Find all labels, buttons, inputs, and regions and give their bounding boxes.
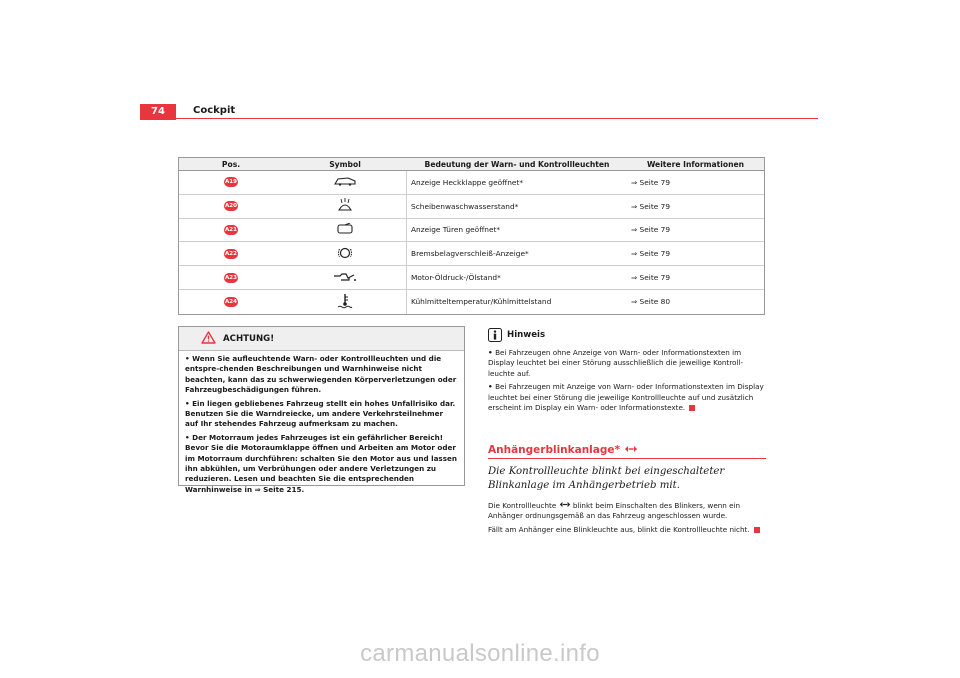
- washer-fluid-icon: [337, 198, 353, 214]
- table-row: [179, 171, 764, 195]
- position-badge: A21: [225, 226, 237, 233]
- meaning-text: Motor-Öldruck-/Ölstand*: [411, 273, 501, 283]
- watermark: carmanualsonline.info: [360, 640, 600, 667]
- warning-item: • Der Motorraum jedes Fahrzeuges ist ein gefährlicher Bereich! Bevor Sie die Motoraumklappe öffnen und Arbeiten am Motor oder im Motorraum durchführen: schalten Sie den Motor aus und lassen ihn abkühlen, um Verbrühungen oder andere Verletzungen zu reduzieren. Lesen und beachten Sie die entsprechenden Warnhinweise in ⇒ Seite 215.: [185, 432, 457, 494]
- section-body: [488, 501, 768, 538]
- meaning-text: Kühlmitteltemperatur/Kühlmittelstand: [411, 297, 552, 307]
- warning-triangle-icon: [201, 331, 223, 347]
- body-paragraph: Fällt am Anhänger eine Blinkleuchte aus, blinkt die Kontrollleuchte nicht.: [488, 525, 768, 535]
- info-icon: [488, 328, 502, 342]
- info-reference: ⇒ Seite 79: [631, 201, 671, 211]
- meaning-text: Anzeige Heckklappe geöffnet*: [411, 177, 524, 187]
- info-reference: ⇒ Seite 79: [631, 273, 671, 283]
- section-end-marker: [754, 527, 760, 533]
- hint-item: • Bei Fahrzeugen mit Anzeige von Warn- oder Informationstexten im Display leuchtet bei einer Störung die jeweilige Kontrollleuchte auf und zusätzlich erscheint im Display ein Warn- oder Informationstexte.: [488, 382, 764, 413]
- section-title: Anhängerblinkanlage*: [488, 444, 638, 456]
- warning-lights-table: [178, 157, 765, 315]
- meaning-text: Bremsbelagverschleiß-Anzeige*: [411, 249, 529, 259]
- warning-item: • Ein liegen gebliebenes Fahrzeug stellt ein hohes Unfallrisiko dar. Benutzen Sie die Warndreiecke, um andere Verkehrsteilnehmer auf Ihr stehendes Fahrzeug aufmerksam zu machen.: [185, 398, 456, 429]
- page-header-title: Cockpit: [193, 105, 236, 116]
- hint-item: • Bei Fahrzeugen ohne Anzeige von Warn- oder Informationstexten im Display leuchtet bei einer Störung ausschließlich die jeweilige Kontroll-leuchte auf.: [488, 348, 744, 378]
- warning-box: [178, 326, 465, 494]
- page-number: 74: [140, 104, 176, 120]
- table-row: [179, 195, 764, 219]
- trailer-turn-signal-icon: [559, 501, 573, 510]
- info-reference: ⇒ Seite 79: [631, 225, 671, 235]
- column-header-info: Weitere Informationen: [646, 160, 745, 169]
- table-row: [179, 242, 764, 266]
- hint-title: Hinweis: [507, 330, 546, 340]
- warning-header: [179, 327, 464, 351]
- table-row: [179, 219, 764, 243]
- column-header-symbol: Symbol: [329, 160, 361, 169]
- trailer-turn-signal-icon: [624, 444, 638, 456]
- hint-body: [488, 348, 766, 416]
- warning-body: [179, 351, 464, 495]
- column-header-meaning: Bedeutung der Warn- und Kontrollleuchten: [424, 160, 610, 169]
- warning-title: ACHTUNG!: [223, 333, 275, 344]
- meaning-text: Anzeige Türen geöffnet*: [411, 225, 501, 235]
- hint-header: [488, 328, 545, 342]
- meaning-text: Scheibenwaschwasserstand*: [411, 201, 519, 211]
- section-divider: [488, 458, 766, 459]
- info-reference: ⇒ Seite 80: [631, 297, 671, 307]
- section-end-marker: [689, 405, 695, 411]
- table-row: [179, 266, 764, 290]
- header-divider: [140, 118, 818, 119]
- table-header: [179, 158, 764, 171]
- section-subtitle: Die Kontrollleuchte blinkt bei eingeschalteter Blinkanlage im Anhängerbetrieb mit.: [488, 466, 725, 491]
- brake-pad-icon: [337, 245, 353, 263]
- tailgate-open-icon: [333, 176, 357, 188]
- position-badge: A22: [225, 250, 237, 257]
- table-row: [179, 290, 764, 314]
- info-reference: ⇒ Seite 79: [631, 249, 671, 259]
- oil-pressure-icon: [332, 271, 358, 285]
- coolant-temperature-icon: [337, 293, 353, 311]
- door-open-icon: [336, 223, 354, 237]
- position-badge: A23: [225, 274, 237, 281]
- position-badge: A24: [225, 298, 237, 305]
- position-badge: A19: [225, 179, 237, 186]
- column-header-pos: Pos.: [221, 160, 241, 169]
- info-reference: ⇒ Seite 79: [631, 177, 671, 187]
- position-badge: A20: [225, 203, 237, 210]
- body-paragraph: Die Kontrollleuchte blinkt beim Einschalten des Blinkers, wenn ein Anhänger ordnungsgemäß an das Fahrzeug angeschlossen wurde.: [488, 501, 741, 521]
- warning-item: • Wenn Sie aufleuchtende Warn- oder Kontrollleuchten und die entspre-chenden Beschreibungen und Warnhinweise nicht beachten, kann das zu schwerwiegenden Körperverletzungen oder Fahrzeugbeschädigungen führen.: [185, 354, 457, 395]
